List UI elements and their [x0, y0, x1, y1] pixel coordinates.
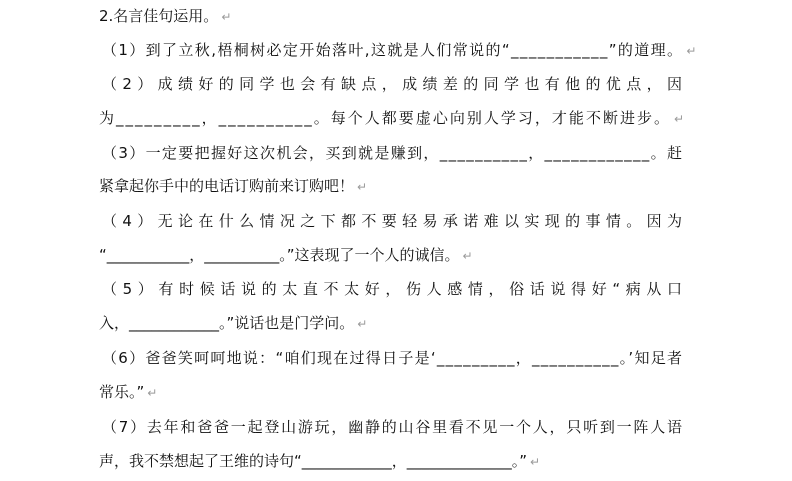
- line-text: “___________，__________。”这表现了一个人的诚信。: [99, 246, 460, 264]
- section-heading: [99, 6, 231, 26]
- line-text: 声，我不禁想起了王维的诗句“____________，______________。”: [99, 452, 528, 470]
- question-5-line-1: [102, 279, 688, 299]
- paragraph-mark: ↵: [686, 44, 697, 58]
- paragraph-mark: ↵: [357, 317, 368, 331]
- line-text: （7）去年和爸爸一起登山游玩，幽静的山谷里看不见一个人，只听到一阵人语: [102, 418, 684, 436]
- line-text: （5）有时候话说的太直不太好，伤人感情，俗话说得好“病从口: [102, 280, 688, 298]
- question-7-line-2: [99, 451, 540, 471]
- paragraph-mark: ↵: [462, 249, 473, 263]
- line-text: （2）成绩好的同学也会有缺点，成绩差的同学也有他的优点，因: [102, 75, 688, 93]
- question-2-line-1: [102, 74, 687, 94]
- line-text: 入，____________。”说话也是门学问。: [99, 314, 355, 332]
- question-7-line-1: [102, 417, 684, 437]
- question-6-line-2: [99, 382, 157, 402]
- question-5-line-2: [99, 313, 367, 333]
- question-4-line-1: [102, 211, 687, 231]
- line-text: 2.名言佳句运用。: [99, 7, 219, 25]
- line-text: （6）爸爸笑呵呵地说：“咱们现在过得日子是‘_________，__________。’知足者: [102, 349, 684, 367]
- question-2-line-2: [99, 108, 684, 128]
- line-text: （4）无论在什么情况之下都不要轻易承诺难以实现的事情。因为: [102, 212, 688, 230]
- paragraph-mark: ↵: [221, 10, 232, 24]
- paragraph-mark: ↵: [357, 180, 368, 194]
- question-3-line-2: [99, 176, 367, 196]
- paragraph-mark: ↵: [147, 386, 158, 400]
- line-text: 常乐。”: [99, 383, 145, 401]
- paragraph-mark: ↵: [674, 112, 685, 126]
- line-text: 为_________，__________。每个人都要虚心向别人学习，才能不断进步。: [99, 109, 671, 127]
- line-text: （3）一定要把握好这次机会，买到就是赚到，__________，____________。赶: [102, 144, 684, 162]
- question-3-line-1: [102, 143, 683, 163]
- line-text: 紧拿起你手中的电话订购前来订购吧！: [99, 177, 355, 195]
- question-1: [102, 40, 696, 60]
- line-text: （1）到了立秋,梧桐树必定开始落叶,这就是人们常说的“___________”的道理。: [102, 41, 684, 59]
- question-6-line-1: [102, 348, 683, 368]
- question-4-line-2: [99, 245, 473, 265]
- paragraph-mark: ↵: [530, 455, 541, 469]
